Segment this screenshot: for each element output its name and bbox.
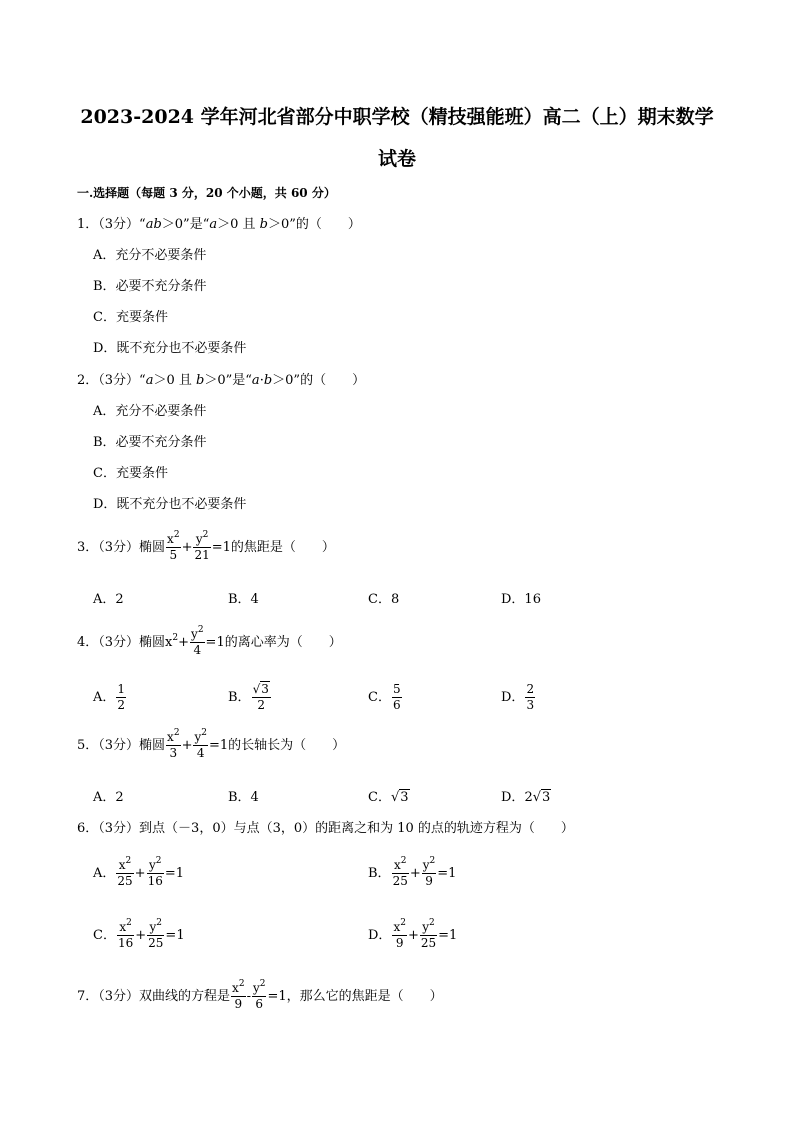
q4-frac-y: $\frac{y^2}{4}$ (191, 625, 204, 657)
q2-a2: a (251, 373, 260, 388)
q2-option-b: B．必要不充分条件 (93, 435, 207, 450)
q5-option-d: D．2√3 (501, 790, 551, 805)
q4-option-c: C． $\frac{5}{6}$ (368, 682, 401, 712)
q3-option-c: C．8 (368, 592, 400, 607)
q6-option-b: B． $\frac{x^2}{25}$ + $\frac{y^2}{9}$ =1 (368, 856, 457, 888)
q3-suffix: 的焦距是（ ） (230, 540, 335, 555)
question-2 (77, 372, 365, 390)
q1-option-a: A．充分不必要条件 (93, 248, 207, 263)
q5-frac-y: $\frac{y^2}{4}$ (194, 728, 207, 760)
q3-eq: =1 (211, 540, 231, 555)
q1-option-b: B．必要不充分条件 (93, 279, 207, 294)
q7-minus: - (246, 989, 251, 1004)
q5-prefix: 5．（3分）椭圆 (77, 738, 166, 753)
q7-frac-y: $\frac{y^2}{6}$ (252, 979, 266, 1011)
q2-b2: b (263, 373, 273, 388)
q3-option-a: A．2 (93, 592, 124, 607)
q1-option-d: D．既不充分也不必要条件 (93, 341, 247, 356)
q4-x: $x^2$ (165, 633, 179, 650)
q2-dot: · (259, 373, 264, 388)
q7-frac-x: $\frac{x^2}{9}$ (232, 979, 245, 1011)
question-6: 6．（3分）到点（－3，0）与点（3，0）的距离之和为 10 的点的轨迹方程为（ ） (77, 821, 574, 836)
q6-option-c: C． $\frac{x^2}{16}$ + $\frac{y^2}{25}$ =1 (93, 918, 185, 950)
q1-suffix: ＞0”的（ ） (268, 217, 361, 232)
q5-eq: =1 (208, 738, 229, 753)
q5-option-a: A．2 (93, 790, 124, 805)
q2-option-c: C．充要条件 (93, 466, 168, 481)
q1-ab: ab (145, 217, 162, 232)
q1-mid1: ＞0”是“ (161, 217, 210, 232)
question-5 (77, 730, 345, 761)
q5-suffix: 的长轴长为（ ） (228, 738, 346, 753)
section-heading: 一.选择题（每题 3 分，20 个小题，共 60 分） (77, 186, 336, 200)
q3-frac-x: $\frac{x^2}{5}$ (167, 530, 180, 562)
q5-frac-x: $\frac{x^2}{3}$ (167, 728, 180, 760)
title-line-1: 2023-2024 学年河北省部分中职学校（精技强能班）高二（上）期末数学 (80, 106, 714, 128)
q1-a: a (209, 217, 218, 232)
q1-mid2: ＞0 且 (217, 217, 260, 232)
q3-option-b: B．4 (228, 592, 259, 607)
q4-suffix: 的离心率为（ ） (224, 635, 342, 650)
q2-a: a (145, 373, 154, 388)
q2-prefix: 2．（3分）“ (77, 373, 146, 388)
q2-b: b (196, 373, 205, 388)
q4-option-d: D． $\frac{2}{3}$ (501, 682, 535, 712)
q2-option-a: A．充分不必要条件 (93, 404, 207, 419)
q5-option-b: B．4 (228, 790, 259, 805)
question-7 (77, 981, 443, 1012)
q4-option-a: A． $\frac{1}{2}$ (93, 682, 126, 712)
q2-option-d: D．既不充分也不必要条件 (93, 497, 247, 512)
q6-option-a: A． $\frac{x^2}{25}$ + $\frac{y^2}{16}$ =1 (93, 856, 185, 888)
q2-mid2: ＞0”是“ (204, 373, 252, 388)
q4-plus: + (178, 635, 190, 650)
question-4 (77, 627, 342, 658)
q4-eq: =1 (205, 635, 225, 650)
q5-plus: + (181, 738, 193, 753)
q3-prefix: 3．（3分）椭圆 (77, 540, 166, 555)
q7-eq: =1 (267, 989, 287, 1004)
q3-frac-y: $\frac{y^2}{21}$ (194, 530, 210, 562)
q4-option-b: B． $\frac{√3}{2}$ (228, 682, 269, 712)
q2-suffix: ＞0”的（ ） (272, 373, 366, 388)
q7-prefix: 7．（3分）双曲线的方程是 (77, 989, 231, 1004)
title-line-2: 试卷 (377, 148, 416, 170)
question-3 (77, 532, 335, 563)
q5-option-c: C．√3 (368, 790, 409, 805)
q6-option-d: D． $\frac{x^2}{9}$ + $\frac{y^2}{25}$ =1 (368, 918, 458, 950)
q2-mid1: ＞0 且 (153, 373, 197, 388)
q1-option-c: C．充要条件 (93, 310, 168, 325)
q7-suffix: ，那么它的焦距是（ ） (286, 989, 443, 1004)
question-1 (77, 216, 361, 234)
q3-option-d: D．16 (501, 592, 541, 607)
q4-prefix: 4．（3分）椭圆 (77, 635, 166, 650)
q1-prefix: 1．（3分）“ (77, 217, 146, 232)
q1-b: b (259, 217, 268, 232)
q3-plus: + (181, 540, 193, 555)
